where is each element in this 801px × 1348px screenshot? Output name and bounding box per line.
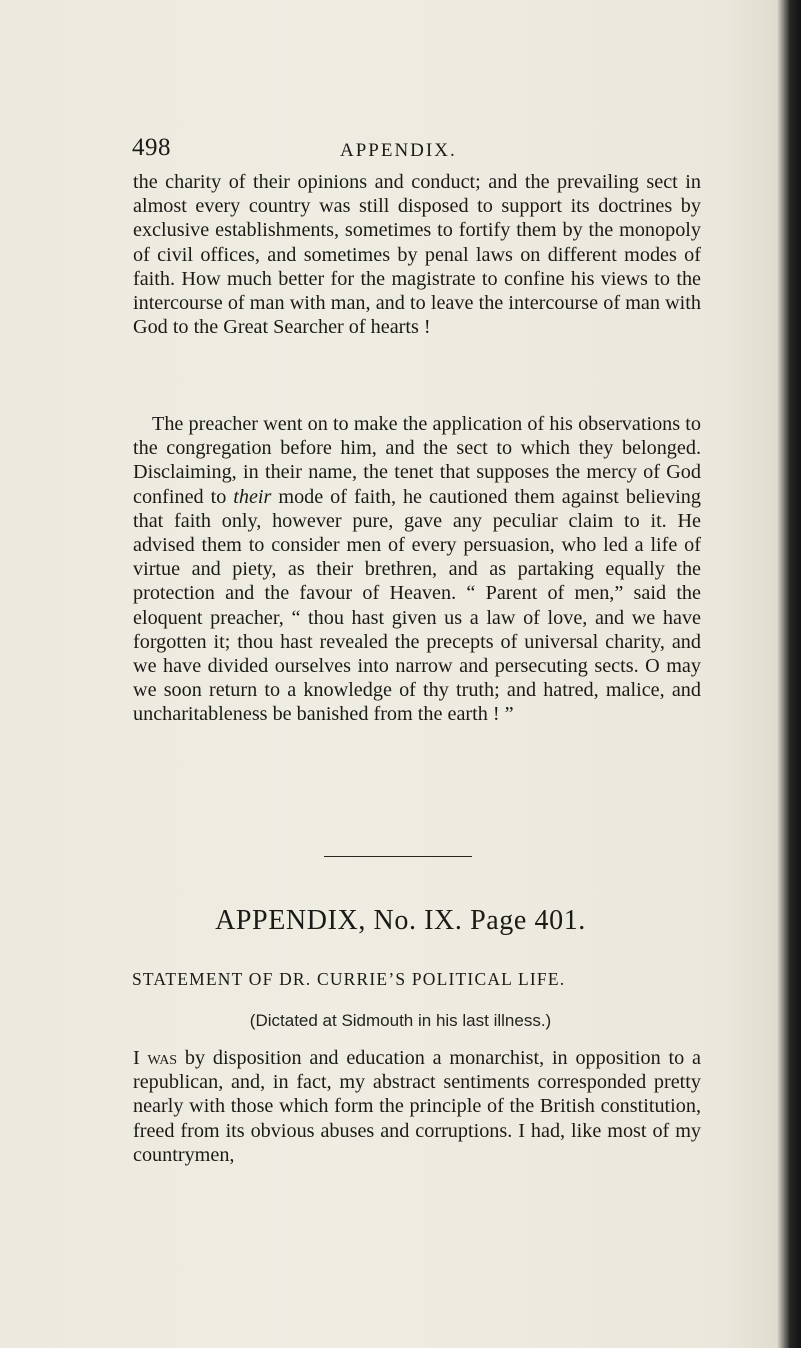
appendix-paragraph-text: by disposition and education a monarchist, in opposition to a republican, and, in fact, my abstract sentiments corresponded pretty nearly with those which form the principle of the British constitution, freed from its obvious abuses and corruptions. I had, like most of my countrymen, <box>133 1047 702 1166</box>
dictated-note: (Dictated at Sidmouth in his last illness.) <box>249 1011 552 1030</box>
appendix-paragraph <box>133 1046 701 1167</box>
section-divider-rule <box>324 856 472 857</box>
opening-words: I was <box>133 1047 178 1069</box>
page-number: 498 <box>132 134 171 161</box>
statement-heading: STATEMENT OF DR. CURRIE’S POLITICAL LIFE. <box>132 969 566 989</box>
body-paragraph-2 <box>133 412 701 727</box>
running-head: APPENDIX. <box>340 140 457 161</box>
page-edge-shadow <box>789 0 801 1348</box>
italic-word: their <box>233 485 272 508</box>
paragraph-2-text-start: The preacher went on to make the application of his observations to the congregation before him, and the sect to which they belonged. Disclaiming, in their name, the tenet that supposes the mercy of God confined to <box>133 413 701 508</box>
paragraph-2-text-end: mode of faith, he cautioned them against believing that faith only, however pure, gave any peculiar claim to it. He advised them to consider men of every persuasion, who led a life of virtue and piety, as their brethren, and as partaking equally the protection and the favour of Heaven. “ Parent of men,” said the eloquent preacher, “ thou hast given us a law of love, and we have forgotten it; thou hast revealed the precepts of universal charity, and we have divided ourselves into narrow and persecuting sects. O may we soon return to a knowledge of thy truth; and hatred, malice, and uncharitableness be banished from the earth ! ” <box>133 485 701 726</box>
body-paragraph-1: the charity of their opinions and conduct; and the prevailing sect in almost every country was still disposed to support its doctrines by exclusive establishments, sometimes to fortify them by the monopoly of civil offices, and sometimes by penal laws on different modes of faith. How much better for the magistrate to confine his views to the intercourse of man with man, and to leave the intercourse of man with God to the Great Searcher of hearts ! <box>133 171 701 339</box>
appendix-heading: APPENDIX, No. IX. Page 401. <box>215 905 586 936</box>
